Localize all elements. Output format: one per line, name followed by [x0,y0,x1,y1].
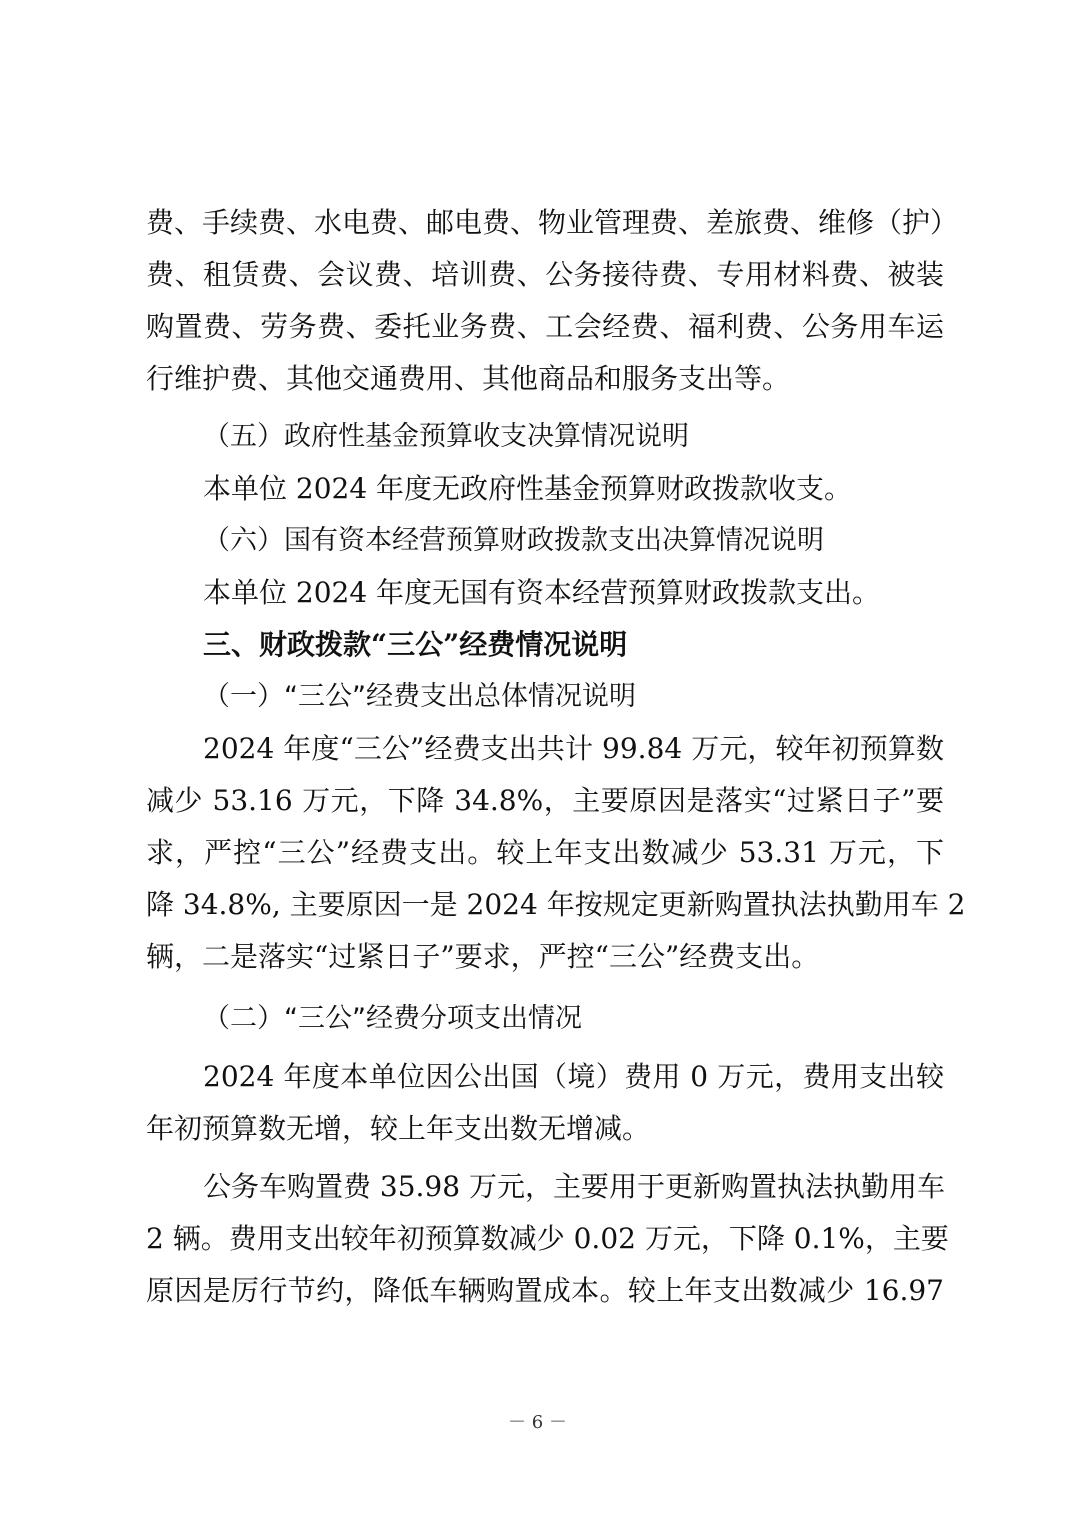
body-text-line: 费、租赁费、会议费、培训费、公务接待费、专用材料费、被装 [146,258,944,291]
subsection-heading-2: （二）“三公”经费分项支出情况 [203,1003,582,1034]
document-body [146,197,966,1317]
body-text-line: 年初预算数无增，较上年支出数无增减。 [146,1112,651,1145]
body-text-line: 购置费、劳务费、委托业务费、工会经费、福利费、公务用车运 [146,310,944,343]
page-number: － 6 － [508,1412,567,1433]
body-text-line: 2024 年度本单位因公出国（境）费用 0 万元，费用支出较 [203,1060,944,1093]
body-text-line: 辆，二是落实“过紧日子”要求，严控“三公”经费支出。 [146,940,820,973]
body-text-line: 求，严控“三公”经费支出。较上年支出数减少 53.31 万元，下 [146,836,944,869]
body-text-line: 费、手续费、水电费、邮电费、物业管理费、差旅费、维修（护） [146,206,959,239]
subsection-heading-5: （五）政府性基金预算收支决算情况说明 [203,421,689,452]
body-text-line: 本单位 2024 年度无国有资本经营预算财政拨款支出。 [203,576,881,609]
subsection-heading-1: （一）“三公”经费支出总体情况说明 [203,681,636,712]
body-text-line: 降 34.8%, 主要原因一是 2024 年按规定更新购置执法执勤用车 2 [146,888,966,921]
body-text-line: 2024 年度“三公”经费支出共计 99.84 万元，较年初预算数 [203,732,944,765]
section-heading-3: 三、财政拨款“三公”经费情况说明 [203,628,628,661]
body-text-line: 公务车购置费 35.98 万元，主要用于更新购置执法执勤用车 [203,1170,945,1203]
body-text-line: 2 辆。费用支出较年初预算数减少 0.02 万元，下降 0.1%，主要 [146,1222,949,1255]
body-text-line: 减少 53.16 万元，下降 34.8%，主要原因是落实“过紧日子”要 [146,784,944,817]
body-text-line: 本单位 2024 年度无政府性基金预算财政拨款收支。 [203,472,853,505]
body-text-line: 原因是厉行节约，降低车辆购置成本。较上年支出数减少 16.97 [146,1274,944,1307]
body-text-line: 行维护费、其他交通费用、其他商品和服务支出等。 [146,362,791,395]
subsection-heading-6: （六）国有资本经营预算财政拨款支出决算情况说明 [203,525,824,556]
